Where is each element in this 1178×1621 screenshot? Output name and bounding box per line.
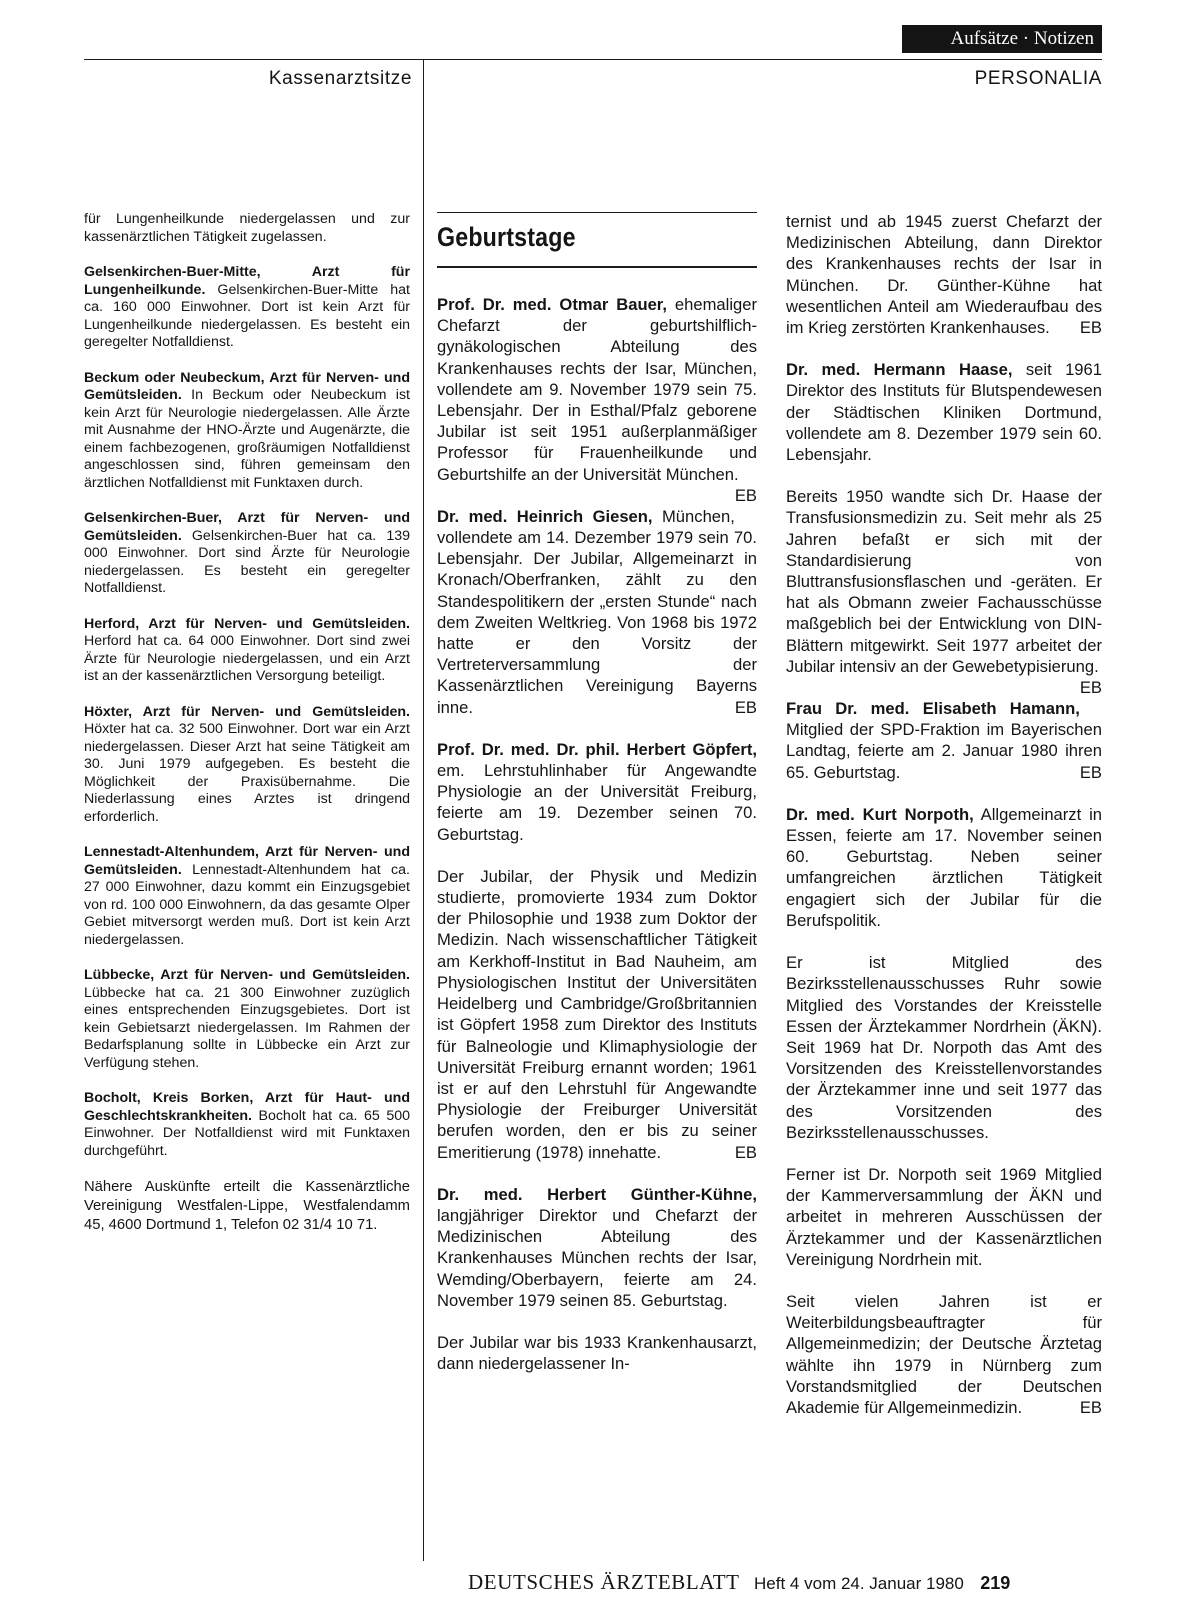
right-section-title: PERSONALIA [974,68,1102,89]
paragraph-text: Ferner ist Dr. Norpoth seit 1969 Mitglied der Kammerversammlung der ÄKN und arbeitet in mehreren Ausschüssen der Ärztekammer und der Kassenärztlichen Vereinigung Nordrhein mit. [786,1164,1102,1269]
listing-heading: Beckum oder Neubeckum, Arzt für Nerven- und Gemütsleiden. [84,369,410,403]
person-name: Prof. Dr. med. Otmar Bauer, [437,295,667,314]
page-footer [468,1570,1102,1600]
birthday-paragraph [786,952,1102,1143]
listing-heading: Lübbecke, Arzt für Nerven- und Gemütsleiden. [84,967,410,983]
paragraph-text: Bereits 1950 wandte sich Dr. Haase der Transfusionsmedizin zu. Seit mehr als 25 Jahren befaßt er sich mit der Standardisierung von Bluttransfusionsflaschen und -geräten. Er hat als Obmann zweier Fachausschüsse maßgeblich bei der Entwicklung von DIN-Blättern mitgewirkt. Seit 1977 arbeitet der Jubilar intensiv an der Gewebetypisierung. [786,487,1102,676]
person-name: Dr. med. Heinrich Giesen, [437,506,653,526]
author-sign: EB [734,485,757,505]
birthday-paragraph [437,739,757,845]
page-number: 219 [980,1573,1011,1593]
person-name: Dr. med. Kurt Norpoth, [786,804,974,824]
birthday-paragraph [786,698,1102,783]
birthday-paragraph [786,211,1102,338]
column-geburtstage-continued [786,211,1102,1439]
author-sign: EB [734,697,757,717]
paragraph-text: Allgemeinarzt in Essen, feierte am 17. November seinen 60. Geburtstag. Neben seiner umfangreichen ärztlichen Tätigkeit engagiert sich der Jubilar für die Berufspolitik. [786,804,1102,930]
listing-text: Gelsenkirchen-Buer hat ca. 139 000 Einwohner. Dort sind Ärzte für Neurologie niedergelassen. Es besteht ein geregelter Notfalldienst. [84,527,410,596]
column-divider [423,59,424,1561]
listing-heading: Höxter, Arzt für Nerven- und Gemütsleiden. [84,703,410,720]
paragraph-text: Mitglied der SPD-Fraktion im Bayerischen Landtag, feierte am 2. Januar 1980 ihren 65. Geburtstag. [786,720,1102,782]
section-badge: Aufsätze · Notizen [902,25,1102,53]
left-section-title: Kassenarztsitze [268,68,412,89]
listing-entry [84,704,410,827]
listing-entry [84,967,410,1072]
person-name: Dr. med. Hermann Haase, [786,360,1013,380]
listing-entry [84,616,410,686]
paragraph-text: Seit vielen Jahren ist er Weiterbildungsbeauftragter für Allgemeinmedizin; der Deutsche Ärztetag wählte ihn 1979 in Nürnberg zum Vorstandsmitglied der Deutschen Akademie für Allgemeinmedizin. [786,1291,1102,1417]
paragraph-text: seit 1961 Direktor des Instituts für Blutspendewesen der Städtischen Kliniken Dortmund, vollendete am 8. Dezember 1979 sein 60. Lebensjahr. [786,360,1102,465]
issue-info: Heft 4 vom 24. Januar 1980 [754,1574,964,1593]
birthday-paragraph [786,359,1102,465]
section-heading-geburtstage: Geburtstage [437,222,576,252]
column-kassenarztsitze [84,211,410,1235]
author-sign: EB [734,1142,757,1162]
intro-text: für Lungenheilkunde niedergelassen und zur kassenärztlichen Tätigkeit zugelassen. [84,211,410,245]
heading-rule-top [437,212,757,213]
birthday-paragraph [786,1164,1102,1270]
paragraph-text: langjähriger Direktor und Chefarzt der Medizinischen Abteilung des Krankenhauses München rechts der Isar, Wemding/Oberbayern, feierte am 24. November 1979 seinen 85. Geburtstag. [437,1205,757,1310]
birthday-paragraph [437,294,757,505]
listing-entry [84,1090,410,1160]
paragraph-text: ehemaliger Chefarzt der geburtshilflich-gynäkologischen Abteilung des Krankenhauses rechts der Isar, München, vollendete am 9. November 1979 sein 75. Lebensjahr. Der in Esthal/Pfalz geborene Jubilar ist seit 1951 außerplanmäßiger Professor für Frauenheilkunde und Geburtshilfe an der Universität München. [437,295,757,484]
birthday-paragraph [786,1291,1102,1418]
birthday-paragraph [437,1332,757,1374]
paragraph-text: Der Jubilar war bis 1933 Krankenhausarzt, dann niedergelassener In- [437,1332,757,1374]
journal-name: DEUTSCHES ÄRZTEBLATT [468,1570,740,1594]
person-name: Frau Dr. med. Elisabeth Hamann, [786,699,1080,719]
birthday-paragraph [786,486,1102,698]
listing-entry [84,264,410,352]
contact-note: Nähere Auskünfte erteilt die Kassenärztliche Vereinigung Westfalen-Lippe, Westfalendamm 45, 4600 Dortmund 1, Telefon 02 31/4 10 71. [84,1179,410,1233]
listing-text: Bocholt hat ca. 65 500 Einwohner. Der Notfalldienst wird mit Funktaxen durchgeführt. [84,1107,410,1159]
listing-text: Lübbecke hat ca. 21 300 Einwohner zuzüglich eines entsprechenden Einzugsgebietes. Dort ist kein Gebietsarzt niedergelassen. Im Rahmen der Bedarfsplanung sollte in Lübbecke ein Arzt zur Verfügung stehen. [84,984,410,1071]
paragraph-text: München, vollendete am 14. Dezember 1979 sein 70. Lebensjahr. Der Jubilar, Allgemeinarzt in Kronach/Oberfranken, zählt zu den Standespolitikern der „ersten Stunde“ nach dem Zweiten Weltkrieg. Von 1968 bis 1972 hatte er den Vorsitz der Vertreterversammlung der Kassenärztlichen Vereinigung Bayerns inne. [437,506,757,717]
listing-text: Gelsenkirchen-Buer-Mitte hat ca. 160 000 Einwohner. Dort ist kein Arzt für Lungenheilkunde niedergelassen. Es besteht ein geregelter Notfalldienst. [84,281,410,350]
listing-heading: Lennestadt-Altenhundem, Arzt für Nerven- und Gemütsleiden. [84,844,410,878]
listing-heading: Gelsenkirchen-Buer, Arzt für Nerven- und Gemütsleiden. [84,510,410,544]
heading-rule-bottom [437,266,757,268]
paragraph-text: Der Jubilar, der Physik und Medizin studierte, promovierte 1934 zum Doktor der Philosophie und 1938 zum Doktor der Medizin. Nach wissenschaftlicher Tätigkeit am Kerkhoff-Institut in Bad Nauheim, am Physiologischen Institut der Universitäten Heidelberg und Cambridge/Großbritannien ist Göpfert 1958 zum Direktor des Instituts für Balneologie und Klimaphysiologie der Universität Freiburg ernannt worden; 1961 ist er auf den Lehrstuhl für Angewandte Physiologie der Freiburger Universität berufen worden, den er bis zu seiner Emeritierung (1978) innehatte. [437,866,757,1162]
listing-entry [84,844,410,949]
paragraph-text: ternist und ab 1945 zuerst Chefarzt der Medizinischen Abteilung, dann Direktor des Krankenhauses rechts der Isar in München. Dr. Günther-Kühne hat wesentlichen Anteil am Wiederaufbau des im Krieg zerstörten Krankenhauses. [786,212,1102,338]
author-sign: EB [1079,1397,1102,1417]
author-sign: EB [1079,762,1102,782]
birthday-paragraph [437,506,757,718]
listing-text: In Beckum oder Neubeckum ist kein Arzt für Neurologie niedergelassen. Alle Ärzte mit Ausnahme der HNO-Ärzte und Augenärzte, die einem fachbezogenen, großräumigen Notfalldienst angeschlossen sind, führen gemeinsam den ärztlichen Notfalldienst mit Funktaxen durch. [84,387,410,491]
listing-text: Lennestadt-Altenhundem hat ca. 27 000 Einwohner, dazu kommt ein Einzugsgebiet von rd. 100 000 Einwohnern, da das gesamte Olper Gebiet mitversorgt werden muß. Dort ist kein Arzt niedergelassen. [84,861,410,948]
listing-entry [84,370,410,493]
header-rule [84,59,1102,60]
paragraph-text: em. Lehrstuhlinhaber für Angewandte Physiologie an der Universität Freiburg, feierte am 19. Dezember seinen 70. Geburtstag. [437,761,757,844]
person-name: Dr. med. Herbert Günther-Kühne, [437,1184,757,1204]
listing-heading: Herford, Arzt für Nerven- und Gemütsleiden. [84,615,410,632]
person-name: Prof. Dr. med. Dr. phil. Herbert Göpfert, [437,739,757,759]
column-geburtstage [437,294,757,1395]
birthday-paragraph [437,1184,757,1311]
listing-heading: Gelsenkirchen-Buer-Mitte, Arzt für Lungenheilkunde. [84,264,410,298]
birthday-paragraph [786,804,1102,931]
listing-entry [84,510,410,598]
paragraph-text: Er ist Mitglied des Bezirksstellenausschusses Ruhr sowie Mitglied des Vorstandes der Kreisstelle Essen der Ärztekammer Nordrhein (ÄKN). Seit 1969 hat Dr. Norpoth das Amt des Vorsitzenden des Kreisstellenvorstandes der Ärztekammer inne und seit 1977 das des Vorsitzenden des Bezirksstellenausschusses. [786,953,1102,1142]
birthday-paragraph [437,866,757,1163]
author-sign: EB [1079,318,1102,338]
listing-text: Höxter hat ca. 32 500 Einwohner. Dort war ein Arzt niedergelassen. Dieser Arzt hat seine Tätigkeit am 30. Juni 1979 aufgegeben. Es besteht die Möglichkeit der Praxisübernahme. Die Niederlassung eines Arztes ist dringend erforderlich. [84,721,410,825]
listing-text: Herford hat ca. 64 000 Einwohner. Dort sind zwei Ärzte für Neurologie niedergelassen, und ein Arzt ist an der kassenärztlichen Versorgung beteiligt. [84,633,410,684]
author-sign: EB [1079,678,1102,698]
listing-heading: Bocholt, Kreis Borken, Arzt für Haut- und Geschlechtskrankheiten. [84,1090,410,1124]
